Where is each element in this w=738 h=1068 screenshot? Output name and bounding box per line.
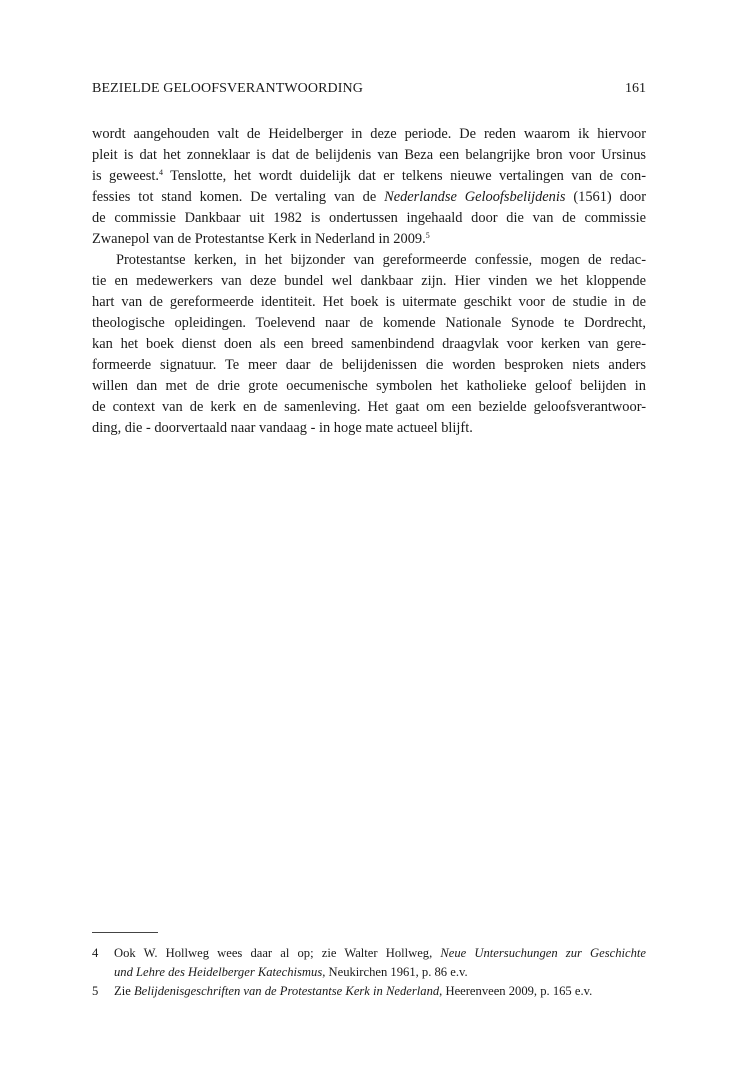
paragraph-2 [92,250,646,439]
page-number: 161 [625,81,646,96]
text-line: Zwanepol van de Protestantse Kerk in Nederland in 2009.$^5$ [92,231,430,247]
text-line: de context van de kerk en de samenleving. Het gaat om een bezielde geloofsverantwoor- [92,399,646,415]
text-line: willen dan met de drie grote oecumenische symbolen het katholieke geloof belijden in [92,378,646,394]
footnote-line: Ook W. Hollweg wees daar al op; zie Walter Hollweg, Neue Untersuchungen zur Geschichte [114,946,646,960]
text-line: ding, die - doorvertaald naar vandaag - in hoge mate actueel blijft. [92,420,473,436]
footnote-number: 5 [92,984,99,998]
text-line: theologische opleidingen. Toelevend naar de komende Nationale Synode te Dordrecht, [92,315,646,331]
footnote-4 [92,944,646,982]
italic-title: Nederlandse Geloofsbelijdenis [384,189,566,205]
paragraph-1 [92,124,646,250]
footnote-number: 4 [92,946,99,960]
text-line: formeerde signatuur. Te meer daar de belijdenissen die worden besproken niets anders [92,357,646,373]
text-line: fessies tot stand komen. De vertaling van de Nederlandse Geloofsbelijdenis (1561) door [92,189,646,205]
text-line: tie en medewerkers van deze bundel wel dankbaar zijn. Hier vinden we het kloppende [92,273,646,289]
footnotes [92,944,646,1001]
running-title: BEZIELDE GELOOFSVERANTWOORDING [92,81,363,96]
text-line: de commissie Dankbaar uit 1982 is ondertussen ingehaald door die van de commissie [92,210,646,226]
text-line: is geweest.$^4$ Tenslotte, het wordt duidelijk dat er telkens nieuwe vertalingen van de con- [92,168,646,184]
footnote-ref-4[interactable]: 4 [158,168,163,177]
footnote-5 [92,982,646,1001]
text-line: wordt aangehouden valt de Heidelberger in deze periode. De reden waarom ik hiervoor [92,126,646,142]
footnote-separator [92,932,158,933]
body-text [92,124,646,439]
footnote-line: Zie Belijdenisgeschriften van de Protestantse Kerk in Nederland, Heerenveen 2009, p. 165 e.v. [114,984,593,998]
text-line: pleit is dat het zonneklaar is dat de belijdenis van Beza een belangrijke bron voor Ursinus [92,147,646,163]
text-line: hart van de gereformeerde identiteit. Het boek is uitermate geschikt voor de studie in de [92,294,646,310]
footnote-line: und Lehre des Heidelberger Katechismus, Neukirchen 1961, p. 86 e.v. [114,965,468,979]
text-line: kan het boek dienst doen als een breed samenbindend draagvlak voor kerken van gere- [92,336,646,352]
footnote-ref-5[interactable]: 5 [425,231,430,240]
text-line: Protestantse kerken, in het bijzonder van gereformeerde confessie, mogen de redac- [116,252,646,268]
